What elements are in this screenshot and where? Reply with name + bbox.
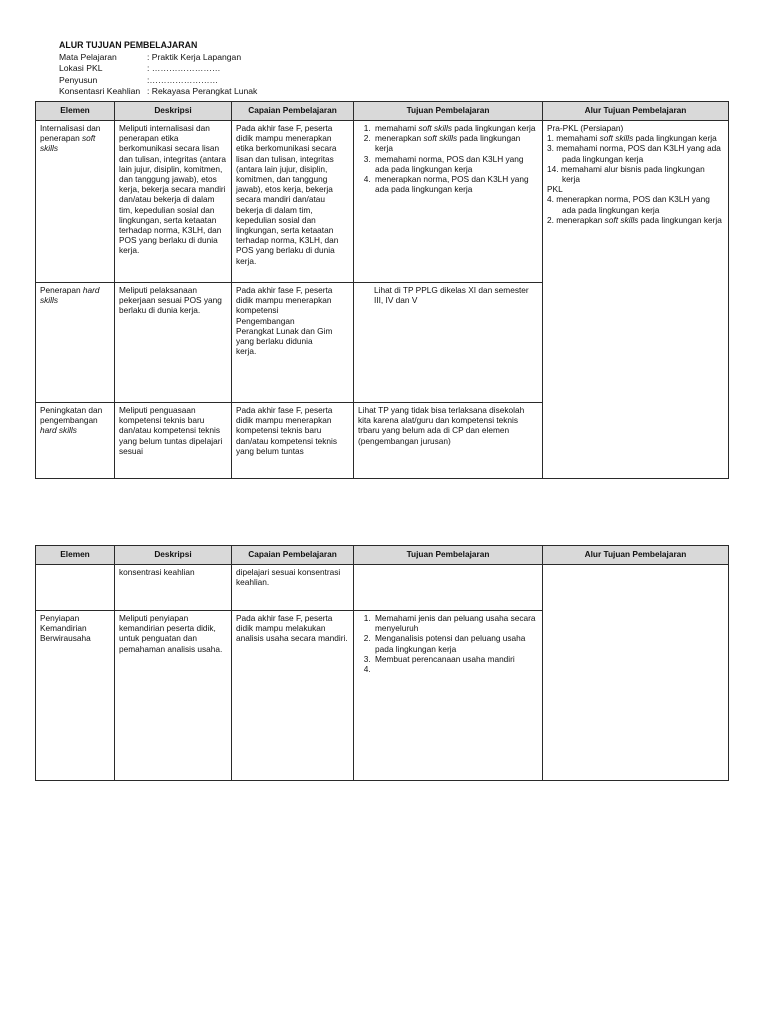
cell-elemen: Penerapan hard skills [36,283,115,403]
field-value: : Praktik Kerja Lapangan [147,51,242,62]
cell-tujuan [354,121,543,283]
col-header-elemen: Elemen [36,102,115,121]
learning-flow-table-1 [35,101,729,479]
table-row [36,565,729,611]
cell-deskripsi: Meliputi pelaksanaan pekerjaan sesuai POS yang berlaku di dunia kerja. [115,283,232,403]
list-item: 1. Memahami jenis dan peluang usaha secara menyeluruh [373,613,538,633]
header-field-concentration [59,86,257,98]
cell-tujuan [354,565,543,611]
cell-alur [543,565,729,781]
cell-elemen: Peningkatan dan pengembangan hard skills [36,403,115,479]
cell-tujuan [354,611,543,781]
col-header-tujuan: Tujuan Pembelajaran [354,546,543,565]
header-field-author [59,75,257,87]
field-label: Lokasi PKL [59,63,103,73]
list-item: 4. menerapkan norma, POS dan K3LH yang ada pada lingkungan kerja [547,194,710,215]
list-item: 1. memahami soft skills pada lingkungan kerja [373,123,538,133]
list-item [373,664,538,674]
col-header-deskripsi: Deskripsi [115,102,232,121]
cell-capaian: Pada akhir fase F, peserta didik mampu menerapkan etika berkomunikasi secara lisan dan tulisan, integritas (antara lain jujur, disiplin, komitmen, dan tanggung jawab), etos kerja, bekerja secara mandiri dan/atau bekerja di dalam tim, kepedulian sosial dan lingkungan, serta ketaatan terhadap norma, K3LH, dan POS yang berlaku di dunia kerja. [232,121,354,283]
list-item: 2. menerapkan soft skills pada lingkungan kerja [547,214,722,225]
phase-label-pkl: PKL [547,184,563,195]
list-item: 2. menerapkan soft skills pada lingkungan kerja [373,133,538,153]
cell-capaian: Pada akhir fase F, peserta didik mampu menerapkan kompetensi Pengembangan Perangkat Lunak dan Gim yang berlaku didunia kerja. [232,283,354,403]
cell-elemen: Penyiapan Kemandirian Berwirausaha [36,611,115,781]
table-header-row [36,546,729,565]
field-label: Mata Pelajaran [59,51,117,62]
col-header-capaian: Capaian Pembelajaran [232,102,354,121]
col-header-elemen: Elemen [36,546,115,565]
cell-tujuan: Lihat di TP PPLG dikelas XI dan semester III, IV dan V [354,283,543,403]
field-label: Penyusun [59,74,98,85]
list-item: 3. memahami norma, POS dan K3LH yang ada pada lingkungan kerja [547,143,721,164]
list-item: 2. Menganalisis potensi dan peluang usaha pada lingkungan kerja [373,633,538,653]
list-item: 14. memahami alur bisnis pada lingkungan kerja [547,163,705,185]
cell-alur [543,121,729,479]
learning-flow-table-2 [35,545,729,781]
field-value: : Rekayasa Perangkat Lunak [147,86,258,96]
field-label: Konsentasri Keahlian [59,86,141,96]
header-field-location [59,63,257,75]
table-row [36,121,729,283]
col-header-deskripsi: Deskripsi [115,546,232,565]
cell-tujuan: Lihat TP yang tidak bisa terlaksana disekolah kita karena alat/guru dan kompetensi teknis trbaru yang belum ada di CP dan elemen (pengembangan jurusan) [354,403,543,479]
cell-deskripsi: konsentrasi keahlian [115,565,232,611]
col-header-alur: Alur Tujuan Pembelajaran [543,102,729,121]
cell-deskripsi: Meliputi internalisasi dan penerapan etika berkomunikasi secara lisan dan tulisan, integritas (antara lain jujur, disiplin, komitmen, dan tanggung jawab), etos kerja, bekerja secara mandiri dan/atau bekerja di dalam tim, kepedulian sosial dan lingkungan, serta ketaatan terhadap norma, K3LH, dan POS yang berlaku di dunia kerja. [115,121,232,283]
tujuan-list [358,613,538,674]
cell-capaian: Pada akhir fase F, peserta didik mampu melakukan analisis usaha secara mandiri. [232,611,354,781]
cell-deskripsi: Meliputi penguasaan kompetensi teknis baru dan/atau kompetensi teknis yang belum tuntas dipelajari sesuai [115,403,232,479]
cell-capaian: Pada akhir fase F, peserta didik mampu menerapkan kompetensi teknis baru dan/atau kompetensi teknis yang belum tuntas [232,403,354,479]
field-value: :…………………… [147,74,219,85]
cell-elemen [36,565,115,611]
cell-capaian: dipelajari sesuai konsentrasi keahlian. [232,565,354,611]
tujuan-list [358,123,538,194]
header-field-subject [59,52,257,64]
list-item: 4. menerapkan norma, POS dan K3LH yang ada pada lingkungan kerja [373,174,538,194]
field-value: : …………………… [147,63,221,73]
list-item: 3. memahami norma, POS dan K3LH yang ada pada lingkungan kerja [373,154,538,174]
cell-elemen: Internalisasi dan penerapan soft skills [36,121,115,283]
col-header-capaian: Capaian Pembelajaran [232,546,354,565]
table-header-row [36,102,729,121]
phase-label-pra-pkl: Pra-PKL (Persiapan) [547,123,624,133]
col-header-alur: Alur Tujuan Pembelajaran [543,546,729,565]
document-header [59,40,257,98]
list-item: 3. Membuat perencanaan usaha mandiri [373,654,538,664]
list-item: 1. memahami soft skills pada lingkungan kerja [547,133,717,144]
document-title: ALUR TUJUAN PEMBELAJARAN [59,40,198,50]
col-header-tujuan: Tujuan Pembelajaran [354,102,543,121]
cell-deskripsi: Meliputi penyiapan kemandirian peserta didik, untuk penguatan dan pemahaman analisis usaha. [115,611,232,781]
